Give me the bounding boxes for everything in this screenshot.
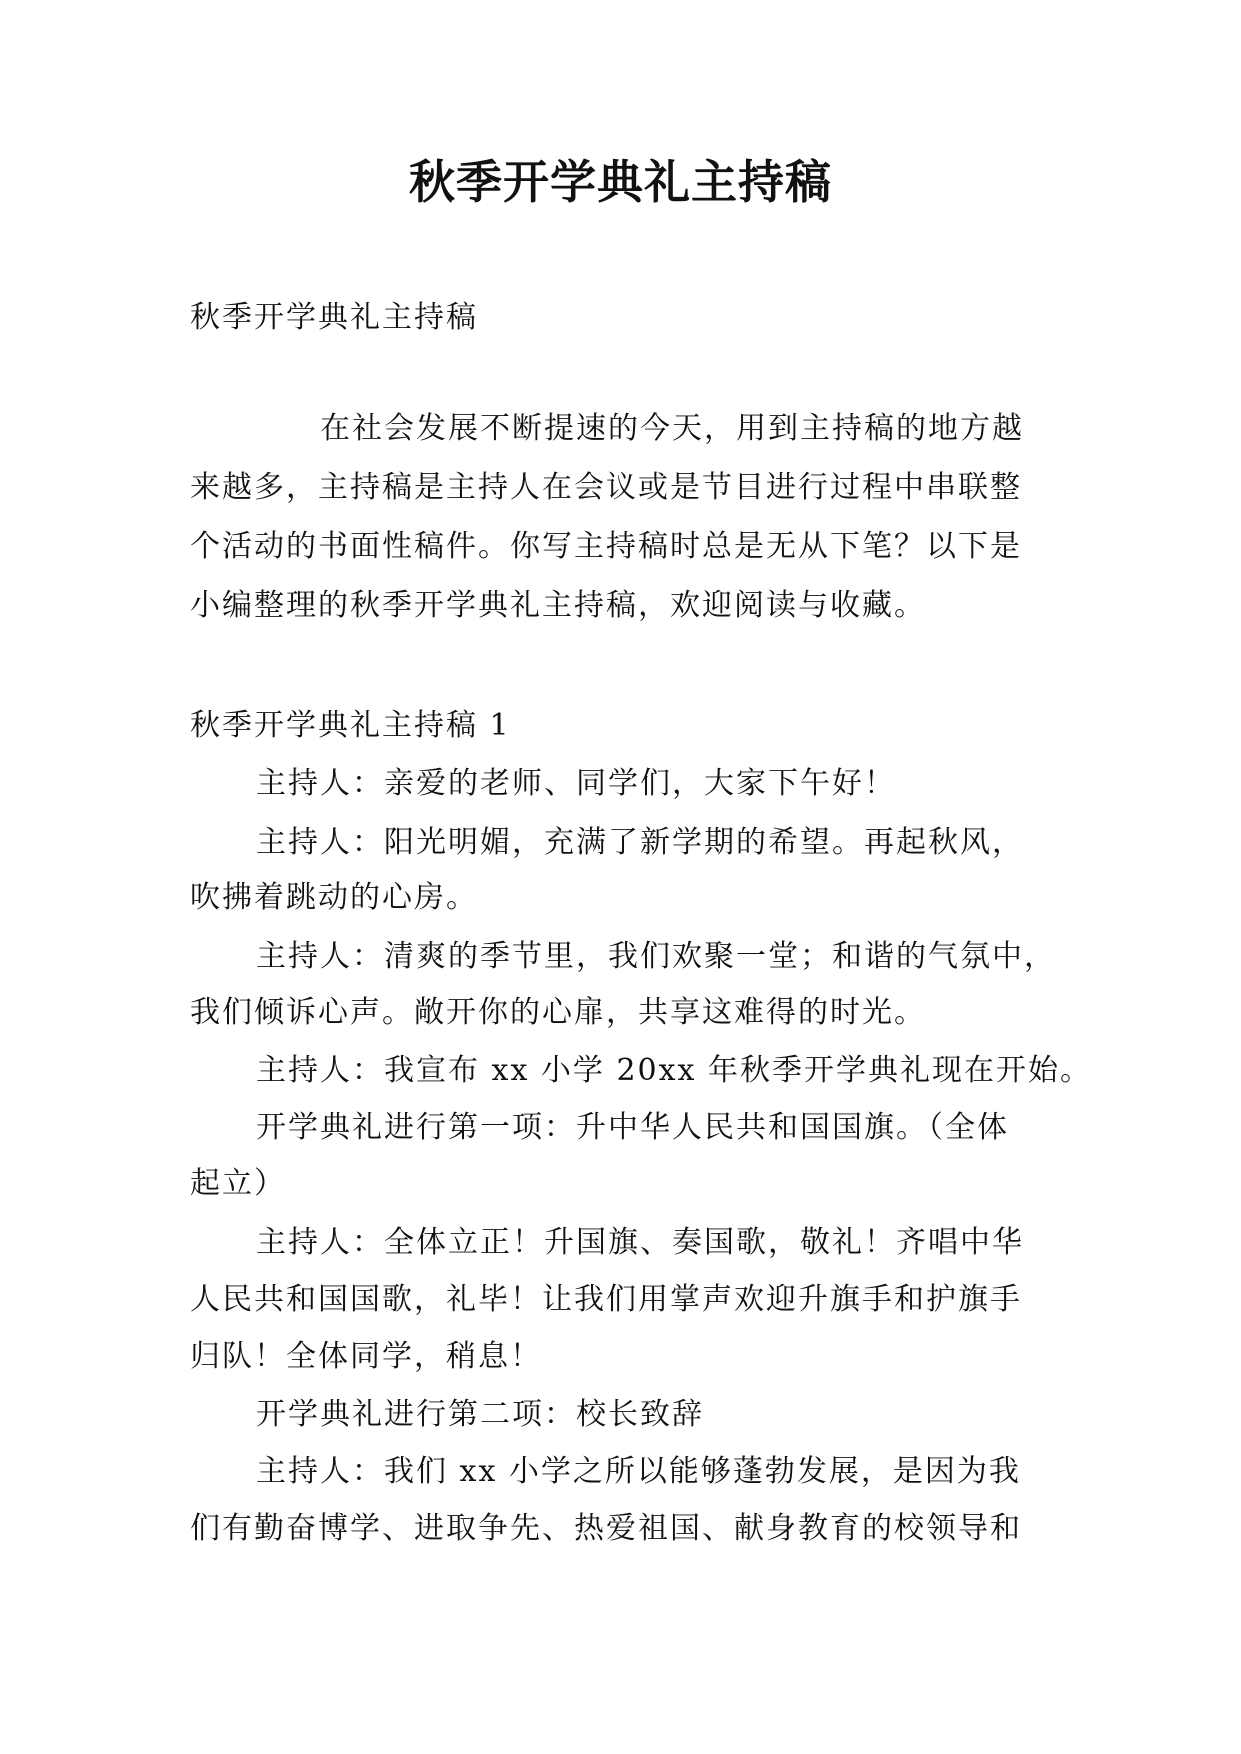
section-heading: 秋季开学典礼主持稿 1 xyxy=(190,708,511,743)
body-line: 吹拂着跳动的心房。 xyxy=(190,880,478,915)
body-line: 起立） xyxy=(190,1166,286,1201)
body-line: 开学典礼进行第一项：升中华人民共和国国旗。（全体 xyxy=(256,1110,1009,1145)
intro-line: 个活动的书面性稿件。你写主持稿时总是无从下笔？以下是 xyxy=(190,529,1022,564)
intro-line: 小编整理的秋季开学典礼主持稿，欢迎阅读与收藏。 xyxy=(190,588,926,623)
body-line: 主持人：我宣布 xx 小学 20xx 年秋季开学典礼现在开始。 xyxy=(256,1053,1092,1088)
body-line: 人民共和国国歌，礼毕！让我们用掌声欢迎升旗手和护旗手 xyxy=(190,1282,1022,1317)
body-line: 归队！全体同学，稍息！ xyxy=(190,1339,542,1374)
intro-line: 在社会发展不断提速的今天，用到主持稿的地方越 xyxy=(320,411,1024,446)
body-line: 主持人：全体立正！升国旗、奏国歌，敬礼！齐唱中华 xyxy=(256,1225,1024,1260)
document-title: 秋季开学典礼主持稿 xyxy=(409,155,832,209)
body-line: 我们倾诉心声。敞开你的心扉，共享这难得的时光。 xyxy=(190,995,926,1030)
document-subtitle: 秋季开学典礼主持稿 xyxy=(190,300,478,335)
body-line: 开学典礼进行第二项：校长致辞 xyxy=(256,1397,704,1432)
body-line: 主持人：亲爱的老师、同学们，大家下午好！ xyxy=(256,766,896,801)
body-line: 主持人：我们 xx 小学之所以能够蓬勃发展，是因为我 xyxy=(256,1454,1021,1489)
body-line: 们有勤奋博学、进取争先、热爱祖国、献身教育的校领导和 xyxy=(190,1511,1022,1546)
intro-line: 来越多，主持稿是主持人在会议或是节目进行过程中串联整 xyxy=(190,470,1022,505)
body-line: 主持人：阳光明媚，充满了新学期的希望。再起秋风， xyxy=(256,825,1024,860)
body-line: 主持人：清爽的季节里，我们欢聚一堂；和谐的气氛中， xyxy=(256,939,1056,974)
